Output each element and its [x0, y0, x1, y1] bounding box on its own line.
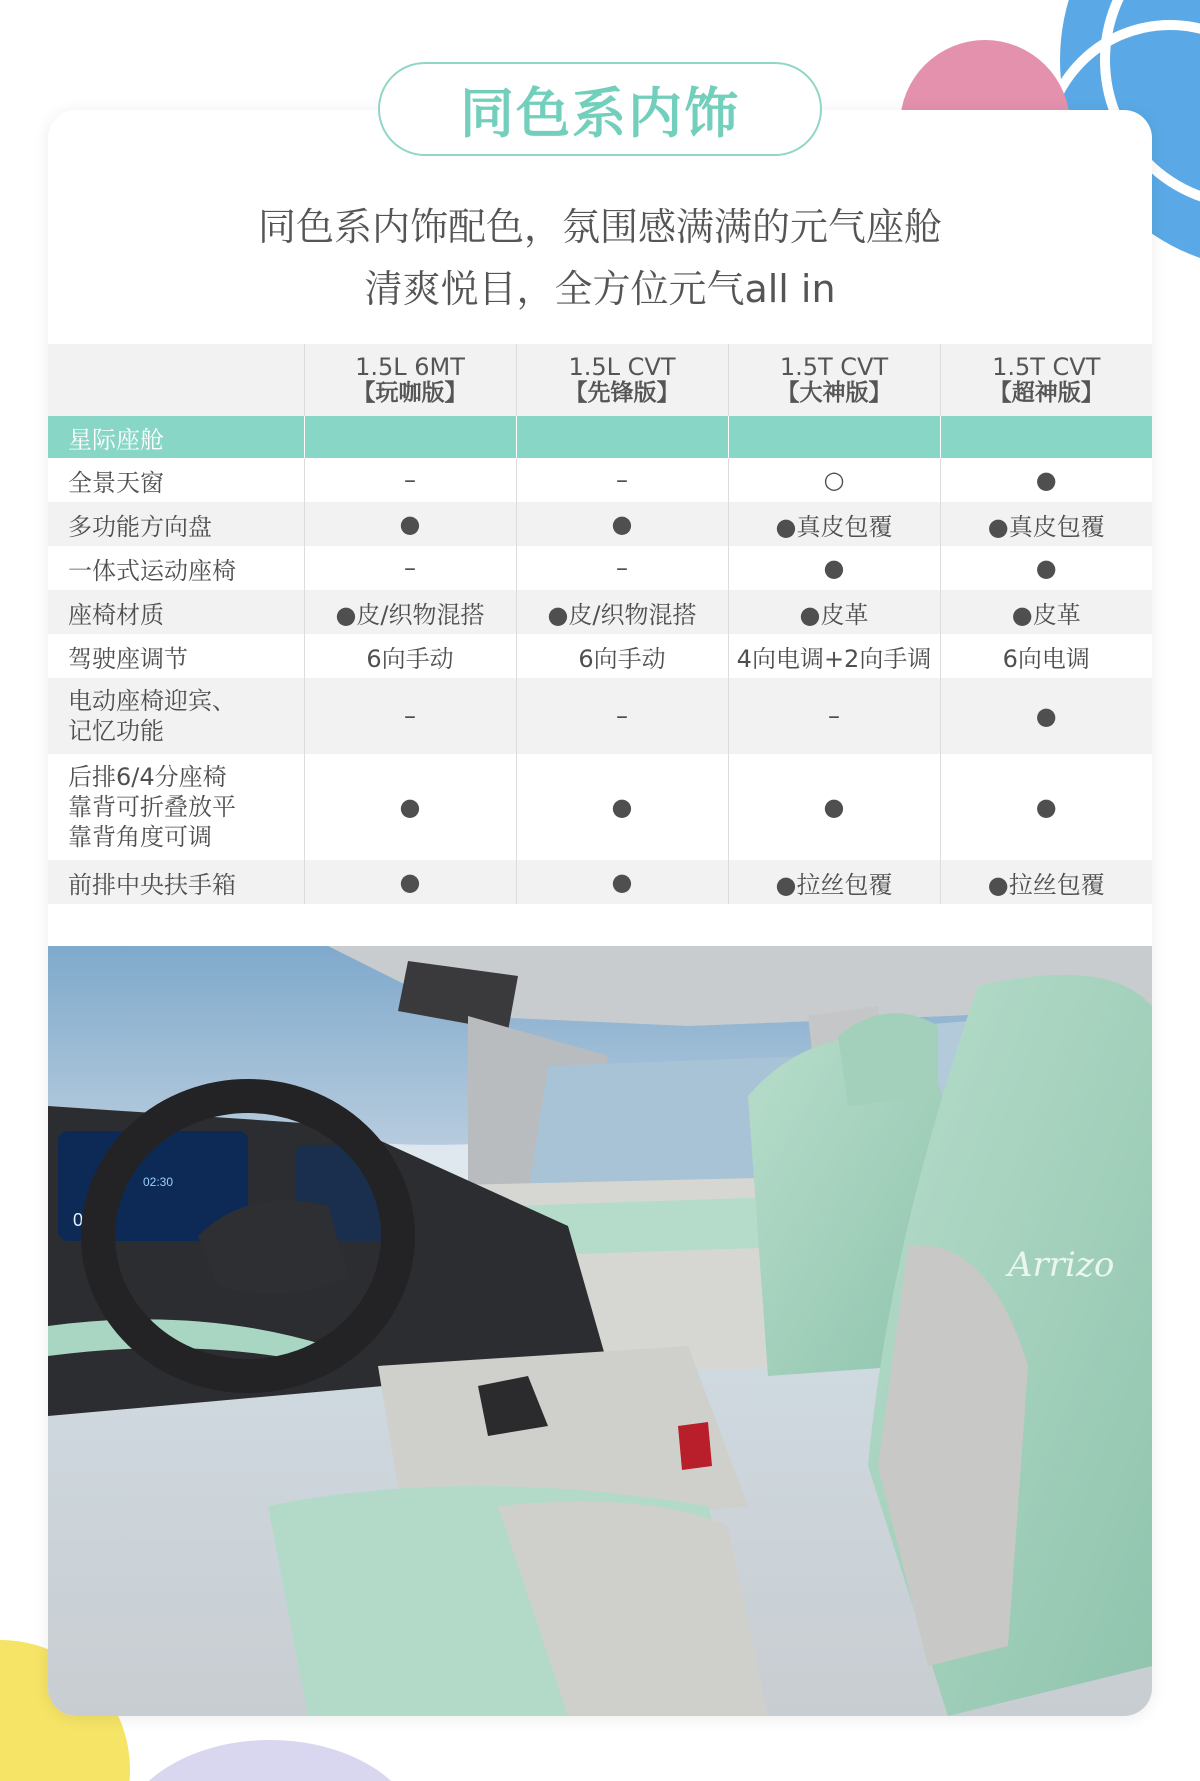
table-cell: ● — [728, 754, 940, 860]
cluster-speed: 0.8 — [73, 1210, 99, 1230]
table-header-row — [48, 344, 1152, 416]
table-cell: ●皮/织物混搭 — [304, 590, 516, 634]
subtitle-line-1: 同色系内饰配色，氛围感满满的元气座舱 — [257, 205, 942, 249]
table-cell: – — [728, 678, 940, 754]
subtitle-line-2: 清爽悦目，全方位元气all in — [364, 267, 836, 311]
table-cell: ○ — [728, 458, 940, 502]
table-cell: ● — [940, 754, 1152, 860]
row-label: 驾驶座调节 — [48, 634, 304, 678]
seat-embroidery: Arrizo — [1008, 1245, 1115, 1285]
table-row — [48, 590, 1152, 634]
table-cell: – — [516, 678, 728, 754]
table-cell: 4向电调+2向手调 — [728, 634, 940, 678]
table-cell: ● — [516, 502, 728, 546]
row-label: 前排中央扶手箱 — [48, 860, 304, 904]
group-row — [48, 416, 1152, 458]
group-cell — [304, 416, 516, 458]
interior-illustration — [48, 946, 1152, 1716]
seatbelt-buckle — [678, 1422, 712, 1470]
table-cell: 6向手动 — [516, 634, 728, 678]
spec-table — [48, 344, 1152, 904]
table-cell: – — [304, 546, 516, 590]
table-cell: ● — [304, 502, 516, 546]
interior-photo — [48, 946, 1152, 1716]
table-cell: 6向电调 — [940, 634, 1152, 678]
row-label: 多功能方向盘 — [48, 502, 304, 546]
table-cell: ● — [728, 546, 940, 590]
table-cell: ● — [516, 754, 728, 860]
table-cell: – — [516, 546, 728, 590]
table-cell: – — [304, 458, 516, 502]
column-header — [304, 344, 516, 416]
column-header-engine: 1.5T CVT — [992, 353, 1101, 381]
table-row — [48, 502, 1152, 546]
column-header — [728, 344, 940, 416]
passenger-seat-headrest — [838, 1013, 938, 1106]
column-header — [940, 344, 1152, 416]
table-cell: ●拉丝包覆 — [728, 860, 940, 904]
table-cell: – — [516, 458, 728, 502]
row-label: 一体式运动座椅 — [48, 546, 304, 590]
column-header-engine: 1.5T CVT — [779, 353, 889, 381]
table-cell: ● — [304, 860, 516, 904]
decor-lavender-circle — [120, 1740, 420, 1781]
table-cell: ●拉丝包覆 — [940, 860, 1152, 904]
table-row — [48, 754, 1152, 860]
row-label: 座椅材质 — [48, 590, 304, 634]
group-cell — [940, 416, 1152, 458]
table-cell: ● — [940, 678, 1152, 754]
group-cell — [728, 416, 940, 458]
row-label: 全景天窗 — [48, 458, 304, 502]
table-row — [48, 860, 1152, 904]
table-row — [48, 678, 1152, 754]
column-header — [516, 344, 728, 416]
header-empty-cell — [48, 344, 304, 416]
table-row — [48, 458, 1152, 502]
table-cell: ● — [304, 754, 516, 860]
page-title: 同色系内饰 — [460, 81, 740, 145]
table-cell: ●皮革 — [728, 590, 940, 634]
table-cell: 6向手动 — [304, 634, 516, 678]
column-header-version: 【玩咖版】 — [352, 380, 468, 406]
table-cell: ●皮革 — [940, 590, 1152, 634]
group-cell — [516, 416, 728, 458]
table-row — [48, 546, 1152, 590]
row-label: 电动座椅迎宾、 记忆功能 — [48, 678, 304, 754]
table-row — [48, 634, 1152, 678]
table-cell: ●真皮包覆 — [728, 502, 940, 546]
cluster-time: 02:30 — [143, 1175, 174, 1189]
table-cell: ● — [516, 860, 728, 904]
table-cell: ●皮/织物混搭 — [516, 590, 728, 634]
column-header-version: 【大神版】 — [776, 380, 892, 406]
table-cell: ●真皮包覆 — [940, 502, 1152, 546]
column-header-version: 【先锋版】 — [564, 380, 680, 406]
table-cell: ● — [940, 458, 1152, 502]
column-header-version: 【超神版】 — [988, 380, 1104, 406]
group-label: 星际座舱 — [48, 416, 304, 458]
column-header-engine: 1.5L 6MT — [355, 353, 465, 381]
row-label: 后排6/4分座椅 靠背可折叠放平 靠背角度可调 — [48, 754, 304, 860]
table-cell: ● — [940, 546, 1152, 590]
title-pill — [378, 62, 822, 156]
table-cell: – — [304, 678, 516, 754]
column-header-engine: 1.5L CVT — [568, 353, 676, 381]
